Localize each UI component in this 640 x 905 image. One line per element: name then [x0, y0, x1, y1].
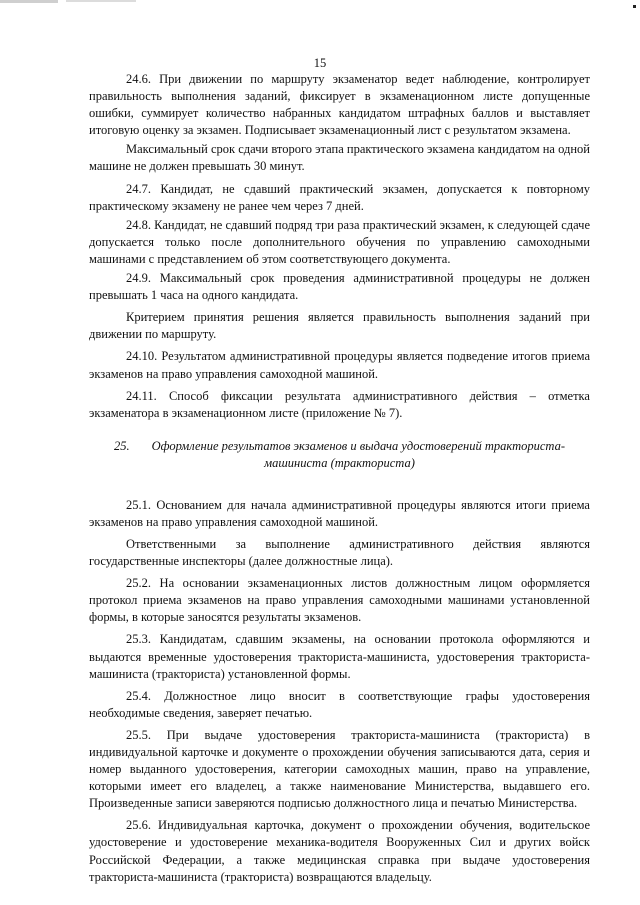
document-body — [89, 71, 590, 891]
paragraph-24-9-criterion: Критерием принятия решения является правильность выполнения заданий при движении по маршруту. — [89, 310, 590, 342]
paragraph-25-3: 25.3. Кандидатам, сдавшим экзамены, на основании протокола оформляются и выдаются временные удостоверения тракториста-машиниста, удостоверения тракториста-машиниста (тракториста) установленной формы. — [89, 632, 590, 681]
section-number: 25. — [113, 438, 130, 453]
paragraph-24-11: 24.11. Способ фиксации результата административного действия – отметка экзаменатора в экзаменационном листе (приложение № 7). — [89, 388, 590, 420]
paragraph-25-4: 25.4. Должностное лицо вносит в соответствующие графы удостоверения необходимые сведения, заверяет печатью. — [89, 688, 590, 720]
section-25-title — [99, 438, 580, 472]
paragraph-24-10: 24.10. Результатом административной процедуры является подведение итогов приема экзаменов на право управления самоходной машиной. — [89, 349, 590, 381]
section-title-line1: Оформление результатов экзаменов и выдача удостоверений тракториста- — [151, 438, 566, 453]
paragraph-25-2: 25.2. На основании экзаменационных листов должностным лицом оформляется протокол приема экзаменов на право управления самоходными машинами установленной формы, в которые заносятся результаты экзаменов. — [89, 576, 590, 625]
paragraph-25-6: 25.6. Индивидуальная карточка, документ о прохождении обучения, водительское удостоверение и удостоверение механика-водителя Вооруженных Сил и других войск Российской Федерации, а также медицинская справка при выдаче удостоверения тракториста-машиниста (тракториста) возвращаются владельцу. — [89, 818, 590, 884]
page-number: 15 — [313, 56, 327, 70]
paragraph-24-6: 24.6. При движении по маршруту экзаменатор ведет наблюдение, контролирует правильность выполнения заданий, фиксирует в экзаменационном листе допущенные ошибки, суммирует количество набранных кандидатом штрафных баллов и выставляет итоговую оценку за экзамен. Подписывает экзаменационный лист с результатом экзамена. — [89, 72, 590, 138]
paragraph-25-1: 25.1. Основанием для начала административной процедуры являются итоги приема экзаменов на право управления самоходной машиной. — [89, 497, 590, 529]
section-title-line2: машиниста (тракториста) — [264, 455, 415, 470]
scan-artifact — [66, 0, 136, 2]
paragraph-25-5: 25.5. При выдаче удостоверения тракториста-машиниста (тракториста) в индивидуальной карточке и документе о прохождении обучения записываются дата, серия и номер выданного удостоверения, категории самоходных машин, право на управление, которыми имеет его владелец, а также наименование Министерства, выдавшего его. Произведенные записи заверяются подписью должностного лица и печатью Министерства. — [89, 727, 590, 811]
paragraph-24-9: 24.9. Максимальный срок проведения административной процедуры не должен превышать 1 часа на одного кандидата. — [89, 271, 590, 303]
paragraph-24-6-time-limit: Максимальный срок сдачи второго этапа практического экзамена кандидатом на одной машине не должен превышать 30 минут. — [89, 142, 590, 174]
scan-artifact — [0, 0, 58, 3]
paragraph-25-1-responsible: Ответственными за выполнение административного действия являются государственные инспекторы (далее должностные лица). — [89, 536, 590, 569]
paragraph-24-8: 24.8. Кандидат, не сдавший подряд три раза практический экзамен, к следующей сдаче допускается только после дополнительного обучения по управлению самоходными машинами с представлением об этом соответствующего документа. — [89, 217, 590, 266]
scan-artifact — [633, 5, 636, 8]
paragraph-24-7: 24.7. Кандидат, не сдавший практический экзамен, допускается к повторному практическому экзамену не ранее чем через 7 дней. — [89, 181, 590, 213]
